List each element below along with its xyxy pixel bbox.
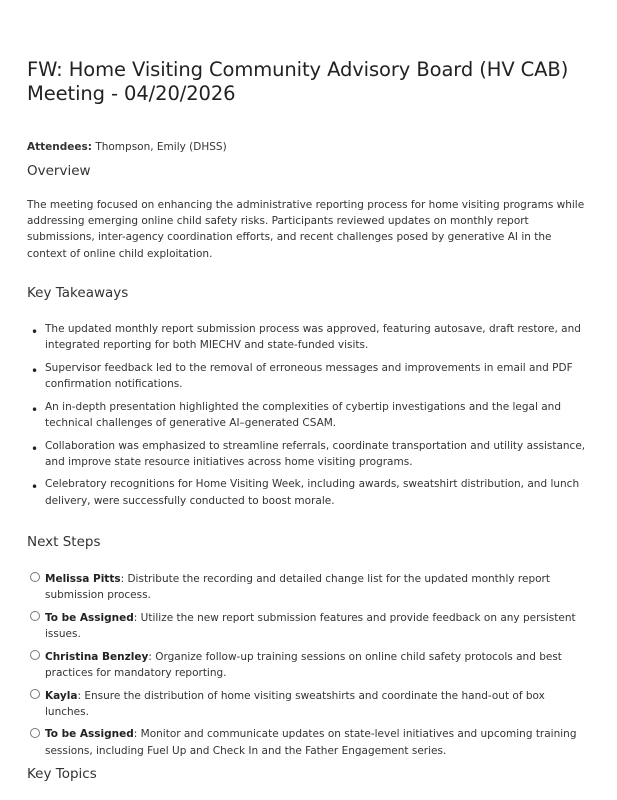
step-task: : Utilize the new report submission features and provide feedback on any persistent issues. [45,611,576,640]
takeaway-item [27,360,590,392]
next-step-item [27,726,590,758]
key-takeaways-list [27,321,590,509]
next-step-item [27,571,590,603]
takeaway-text: An in-depth presentation highlighted the complexities of cybertip investigations and the legal and technical challenges of generative AI–generated CSAM. [45,400,561,429]
next-step-item [27,688,590,720]
overview-text: The meeting focused on enhancing the administrative reporting process for home visiting programs while addressing emerging online child safety risks. Participants reviewed updates on monthly report submissions, inter-agency coordination efforts, and recent challenges posed by generative AI in the context of online child exploitation. [27,199,585,260]
bullet-icon: • [31,363,39,378]
page-title: FW: Home Visiting Community Advisory Board (HV CAB) Meeting - 04/20/2026 [27,58,569,105]
takeaway-item [27,399,590,431]
bullet-icon: • [31,480,39,495]
bullet-icon: • [31,402,39,417]
attendees-label: Attendees: [27,141,92,153]
step-owner: To be Assigned [45,728,134,741]
key-topics-heading: Key Topics [27,766,97,783]
takeaway-text: Collaboration was emphasized to streamline referrals, coordinate transportation and utility assistance, and improve state resource initiatives across home visiting programs. [45,439,586,468]
step-task: : Monitor and communicate updates on state-level initiatives and upcoming training sessions, including Fuel Up and Check In and the Father Engagement series. [45,728,577,757]
bullet-icon: • [31,441,39,456]
step-owner: Melissa Pitts [45,572,121,585]
next-step-item [27,610,590,642]
step-task: : Ensure the distribution of home visiting sweatshirts and coordinate the hand-out of box lunches. [45,689,545,718]
step-owner: Christina Benzley [45,650,149,663]
next-steps-list [27,571,590,759]
step-task: : Distribute the recording and detailed change list for the updated monthly report submission process. [45,572,550,602]
step-checkbox[interactable] [30,611,40,621]
takeaway-item [27,476,590,508]
overview-heading: Overview [27,163,91,179]
key-takeaways-heading: Key Takeaways [27,284,129,301]
takeaway-item [27,438,590,470]
bullet-icon: • [31,324,39,339]
takeaway-text: The updated monthly report submission process was approved, featuring autosave, draft restore, and integrated reporting for both MIECHV and state-funded visits. [45,322,581,352]
step-checkbox[interactable] [30,572,40,582]
step-checkbox[interactable] [30,728,40,738]
takeaway-text: Celebratory recognitions for Home Visiting Week, including awards, sweatshirt distribution, and lunch delivery, were successfully conducted to boost morale. [45,478,580,507]
takeaway-item [27,321,590,353]
step-checkbox[interactable] [30,650,40,660]
next-steps-heading: Next Steps [27,533,101,550]
attendees-value: Thompson, Emily (DHSS) [95,141,227,153]
step-checkbox[interactable] [30,689,40,699]
step-owner: To be Assigned [45,611,134,624]
step-task: : Organize follow-up training sessions on online child safety protocols and best practices for mandatory reporting. [45,650,562,679]
step-owner: Kayla [45,689,78,702]
takeaway-text: Supervisor feedback led to the removal of erroneous messages and improvements in email and PDF confirmation notifications. [45,361,573,390]
next-step-item [27,649,590,681]
attendees-line [27,140,590,154]
